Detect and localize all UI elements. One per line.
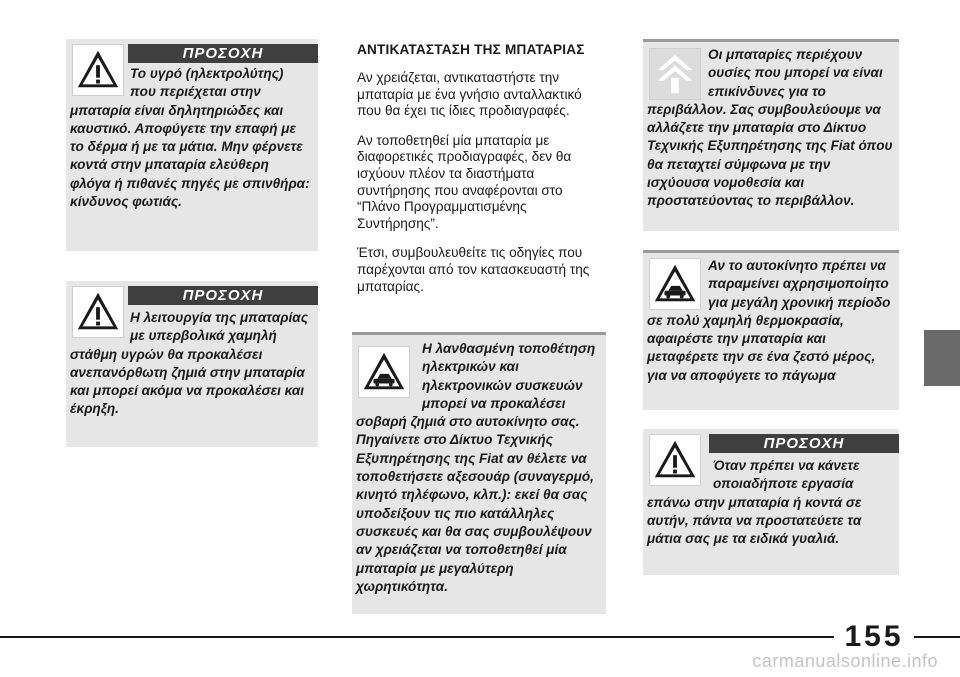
warning-box-eye-protection: [643, 429, 899, 575]
box-top-rule: [643, 250, 899, 253]
section-paragraph: Αν τοποθετηθεί μία μπαταρία με διαφορετικές προδιαγραφές, δεν θα ισχύουν πλέον τα διαστήματα συντήρησης που αναφέρονται στο “Πλάνο Προγραμματισμένης Συντήρησης”.: [357, 132, 572, 231]
note-box-text: Οι μπαταρίες περιέχουν ουσίες που μπορεί να είναι επικίνδυνες για το περιβάλλον. Σας συμβουλεύουμε να αλλάζετε την μπαταρία στο Δίκτυο Τεχνικής Εξυπηρέτησης της Fiat όπου θα πεταχτεί σύμφωνα με την ισχύουσα νομοθεσία και προστατεύοντας το περιβάλλον.: [647, 47, 893, 209]
warning-box-heading: ΠΡΟΣΟΧΗ: [128, 286, 318, 305]
section-thumb-tab: [924, 330, 960, 386]
warning-box-electrolyte: [66, 39, 318, 251]
section-paragraph: Αν χρειάζεται, αντικαταστήστε την μπαταρία με ένα γνήσιο ανταλλακτικό που θα έχει τις ίδιες προδιαγραφές.: [357, 70, 582, 119]
section-heading: ΑΝΤΙΚΑΤΑΣΤΑΣΗ ΤΗΣ ΜΠΑΤΑΡΙΑΣ: [357, 42, 585, 57]
battery-replacement-section: [357, 40, 607, 308]
note-box-text: Η λανθασμένη τοποθέτηση ηλεκτρικών και ηλεκτρονικών συσκευών μπορεί να προκαλέσει σοβαρή ζημιά στο αυτοκίνητο σας. Πηγαίνετε στο Δίκτυο Τεχνικής Εξυπηρέτησης της Fiat αν θέλετε να τοποθετήσετε αξεσουάρ (συναγερμό, κινητό τηλέφωνο, κλπ.): εκεί θα σας υποδείξουν τις πιο κατάλληλες συσκευές και θα σας συμβουλέψουν αν χρειάζεται να τοποθετηθεί μία μπαταρία με μεγαλύτερη χωρητικότητα.: [356, 341, 596, 594]
note-box-cold-storage: [643, 250, 899, 410]
watermark-text: carmanualsonline.info: [752, 651, 938, 671]
warning-box-text: Η λειτουργία της μπαταρίας με υπερβολικά χαμηλή στάθμη υγρών θα προκαλέσει ανεπανόρθωτη ζημιά στην μπαταρία και μπορεί ακόμα να προκαλέσει και έκρηξη.: [70, 310, 308, 417]
page-number: 155: [834, 620, 914, 654]
note-box-text: Αν το αυτοκίνητο πρέπει να παραμείνει αχρησιμοποίητο για μεγάλη χρονική περίοδο σε πολύ χαμηλή θερμοκρασία, αφαιρέστε την μπαταρία και μεταφέρετε την σε ένα ζεστό μέρος, για να αποφύγετε το πάγωμα: [647, 258, 891, 383]
box-top-rule: [643, 39, 899, 42]
warning-box-low-level: [66, 281, 318, 447]
note-box-environment: [643, 39, 899, 231]
footer-rule: [0, 636, 850, 638]
warning-box-text: Όταν πρέπει να κάνετε οποιαδήποτε εργασία επάνω στην μπαταρία ή κοντά σε αυτήν, πάντα να προστατεύετε τα μάτια σας με τα ειδικά γυαλιά.: [647, 458, 862, 547]
warning-box-heading: ΠΡΟΣΟΧΗ: [128, 44, 318, 63]
warning-box-heading: ΠΡΟΣΟΧΗ: [709, 434, 899, 453]
section-paragraph: Έτσι, συμβουλευθείτε τις οδηγίες που παρέχονται από τον κατασκευαστή της μπαταρίας.: [357, 245, 590, 294]
note-box-accessories: [352, 332, 606, 614]
warning-box-text: Το υγρό (ηλεκτρολύτης) που περιέχεται στην μπαταρία είναι δηλητηριώδες και καυστικό. Αποφύγετε την επαφή με το δέρμα ή με τα μάτια. Μην φέρνετε κοντά στην μπαταρία ελεύθερη φλόγα ή πιθανές πηγές με σπινθήρα: κίνδυνος φωτιάς.: [70, 66, 310, 210]
box-top-rule: [352, 332, 606, 335]
